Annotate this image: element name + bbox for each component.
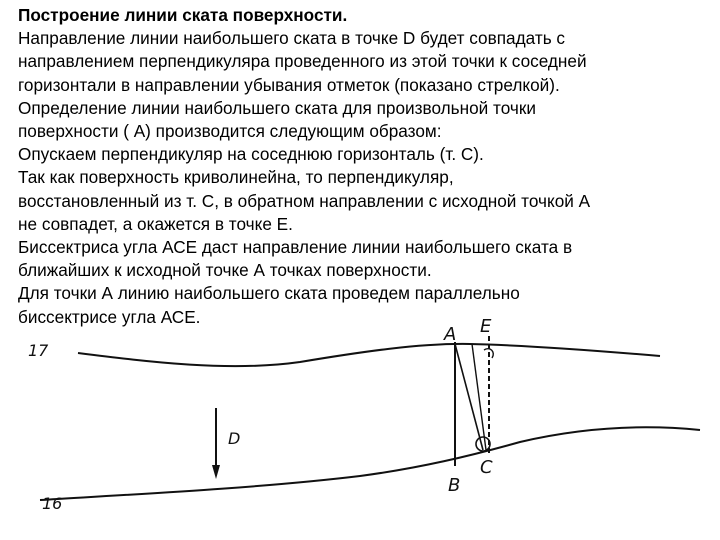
text-line: Так как поверхность криволинейна, то перпендикуляр, [18, 167, 454, 188]
point-E-label: E [480, 316, 492, 337]
text-line: Опускаем перпендикуляр на соседнюю горизонталь (т. С). [18, 144, 484, 165]
contour-line-17 [78, 344, 660, 366]
direction-arrow-head [212, 465, 220, 479]
text-line: биссектрисе угла АСЕ. [18, 306, 201, 327]
point-B-label: B [448, 475, 461, 496]
text-line: горизонтали в направлении убывания отметок (показано стрелкой). [18, 74, 560, 95]
contour-label-16: 16 [42, 494, 63, 513]
text-line: Направление линии наибольшего ската в точке D будет совпадать с [18, 28, 566, 49]
text-line: Биссектриса угла АСЕ даст направление линии наибольшего ската в [18, 237, 573, 258]
text-line: ближайших к исходной точке А точках поверхности. [18, 260, 432, 281]
point-A-label: A [444, 324, 457, 345]
page-title: Построение линии ската поверхности. [18, 5, 348, 25]
contour-label-17: 17 [28, 341, 49, 360]
text-line: направлением перпендикуляра проведенного из этой точки к соседней [18, 51, 587, 72]
text-line: восстановленный из т. С, в обратном направлении с исходной точкой А [18, 190, 591, 211]
text-line: Для точки А линию наибольшего ската проведем параллельно [18, 283, 520, 304]
point-C-label: C [480, 457, 493, 478]
text-line: не совпадет, а окажется в точке Е. [18, 213, 293, 234]
text-line: поверхности ( А) производится следующим образом: [18, 121, 442, 142]
point-D-label: D [228, 429, 241, 448]
text-line: Определение линии наибольшего ската для произвольной точки [18, 97, 536, 118]
contour-line-16 [40, 427, 700, 500]
